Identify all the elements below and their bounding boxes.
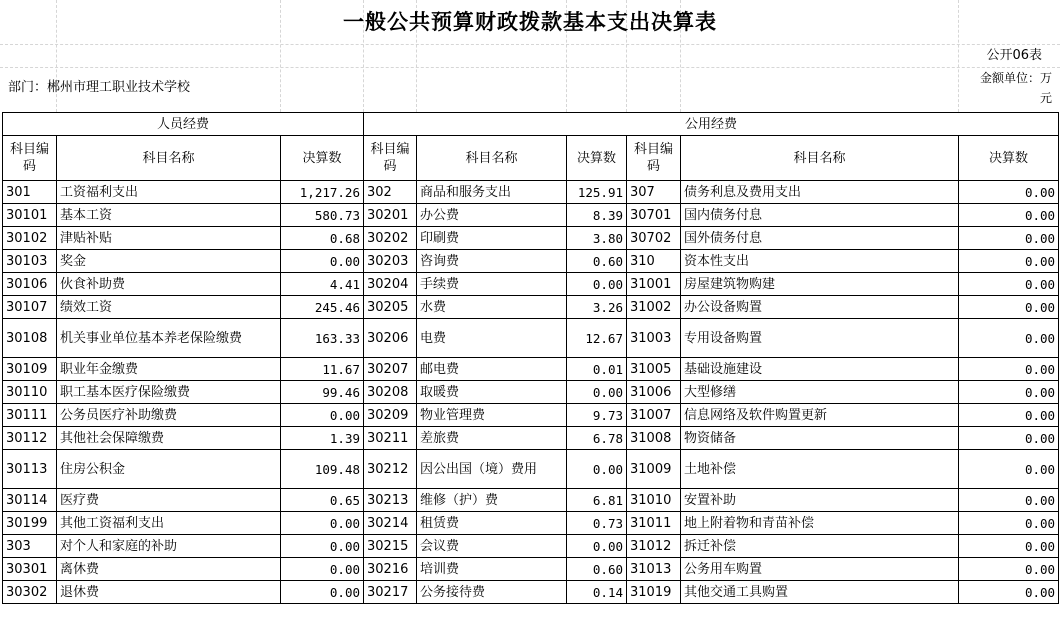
table-row <box>3 204 1059 227</box>
name-cell: 信息网络及软件购置更新 <box>681 404 959 427</box>
table-row <box>3 181 1059 204</box>
amount-cell: 0.00 <box>959 319 1059 358</box>
form-number: 公开06表 <box>986 48 1042 63</box>
code-cell: 30106 <box>3 273 57 296</box>
code-cell: 31009 <box>627 450 681 489</box>
amount-cell: 0.00 <box>959 427 1059 450</box>
code-cell: 30101 <box>3 204 57 227</box>
code-cell: 310 <box>627 250 681 273</box>
code-cell: 31007 <box>627 404 681 427</box>
code-cell: 31008 <box>627 427 681 450</box>
table-row <box>3 227 1059 250</box>
name-cell: 公务用车购置 <box>681 558 959 581</box>
amount-cell: 12.67 <box>567 319 627 358</box>
amount-cell: 3.26 <box>567 296 627 319</box>
amount-cell: 0.00 <box>959 558 1059 581</box>
table-row <box>3 489 1059 512</box>
table-row <box>3 558 1059 581</box>
table-row <box>3 404 1059 427</box>
amount-cell: 163.33 <box>281 319 364 358</box>
department-label: 部门：郴州市理工职业技术学校 <box>8 80 191 95</box>
name-cell: 伙食补助费 <box>57 273 281 296</box>
code-cell: 30214 <box>364 512 417 535</box>
code-cell: 30202 <box>364 227 417 250</box>
name-cell: 退休费 <box>57 581 281 604</box>
name-cell: 奖金 <box>57 250 281 273</box>
name-cell: 离休费 <box>57 558 281 581</box>
code-cell: 30204 <box>364 273 417 296</box>
amount-cell: 0.00 <box>567 381 627 404</box>
table-row <box>3 319 1059 358</box>
name-cell: 资本性支出 <box>681 250 959 273</box>
header-name: 科目名称 <box>57 136 281 181</box>
code-cell: 31001 <box>627 273 681 296</box>
code-cell: 31002 <box>627 296 681 319</box>
amount-cell: 9.73 <box>567 404 627 427</box>
amount-cell: 0.00 <box>959 381 1059 404</box>
header-personnel: 人员经费 <box>3 113 364 136</box>
amount-cell: 6.78 <box>567 427 627 450</box>
amount-cell: 0.00 <box>959 227 1059 250</box>
code-cell: 30111 <box>3 404 57 427</box>
name-cell: 职工基本医疗保险缴费 <box>57 381 281 404</box>
amount-cell: 0.00 <box>959 273 1059 296</box>
name-cell: 租赁费 <box>417 512 567 535</box>
code-cell: 30103 <box>3 250 57 273</box>
amount-cell: 0.00 <box>281 558 364 581</box>
name-cell: 咨询费 <box>417 250 567 273</box>
header-amount: 决算数 <box>281 136 364 181</box>
name-cell: 住房公积金 <box>57 450 281 489</box>
amount-cell: 0.00 <box>281 581 364 604</box>
amount-cell: 0.00 <box>959 581 1059 604</box>
name-cell: 其他交通工具购置 <box>681 581 959 604</box>
name-cell: 国内债务付息 <box>681 204 959 227</box>
code-cell: 30215 <box>364 535 417 558</box>
page-title: 一般公共预算财政拨款基本支出决算表 <box>343 10 717 34</box>
expenditure-table <box>2 112 1059 604</box>
name-cell: 差旅费 <box>417 427 567 450</box>
header-name: 科目名称 <box>681 136 959 181</box>
amount-cell: 3.80 <box>567 227 627 250</box>
amount-cell: 0.00 <box>959 181 1059 204</box>
amount-cell: 0.00 <box>959 358 1059 381</box>
table-row <box>3 535 1059 558</box>
name-cell: 印刷费 <box>417 227 567 250</box>
code-cell: 30205 <box>364 296 417 319</box>
code-cell: 30206 <box>364 319 417 358</box>
code-cell: 30102 <box>3 227 57 250</box>
amount-cell: 0.00 <box>281 512 364 535</box>
amount-unit: 金额单位：万元 <box>979 71 1052 105</box>
header-public: 公用经费 <box>364 113 1059 136</box>
code-cell: 30216 <box>364 558 417 581</box>
code-cell: 31006 <box>627 381 681 404</box>
code-cell: 30702 <box>627 227 681 250</box>
header-code: 科目编码 <box>364 136 417 181</box>
code-cell: 30301 <box>3 558 57 581</box>
name-cell: 拆迁补偿 <box>681 535 959 558</box>
amount-cell: 0.00 <box>959 450 1059 489</box>
table-row <box>3 581 1059 604</box>
name-cell: 基本工资 <box>57 204 281 227</box>
name-cell: 债务利息及费用支出 <box>681 181 959 204</box>
code-cell: 30203 <box>364 250 417 273</box>
code-cell: 303 <box>3 535 57 558</box>
code-cell: 31012 <box>627 535 681 558</box>
name-cell: 土地补偿 <box>681 450 959 489</box>
table-row <box>3 427 1059 450</box>
amount-cell: 0.00 <box>959 204 1059 227</box>
amount-cell: 0.00 <box>959 512 1059 535</box>
header-code: 科目编码 <box>627 136 681 181</box>
amount-cell: 580.73 <box>281 204 364 227</box>
name-cell: 邮电费 <box>417 358 567 381</box>
code-cell: 31003 <box>627 319 681 358</box>
code-cell: 30112 <box>3 427 57 450</box>
code-cell: 30113 <box>3 450 57 489</box>
amount-cell: 0.14 <box>567 581 627 604</box>
name-cell: 会议费 <box>417 535 567 558</box>
code-cell: 301 <box>3 181 57 204</box>
name-cell: 物业管理费 <box>417 404 567 427</box>
amount-cell: 0.01 <box>567 358 627 381</box>
code-cell: 30701 <box>627 204 681 227</box>
amount-cell: 0.00 <box>281 535 364 558</box>
name-cell: 津贴补贴 <box>57 227 281 250</box>
code-cell: 30109 <box>3 358 57 381</box>
name-cell: 水费 <box>417 296 567 319</box>
table-row <box>3 296 1059 319</box>
amount-cell: 125.91 <box>567 181 627 204</box>
code-cell: 30114 <box>3 489 57 512</box>
code-cell: 30110 <box>3 381 57 404</box>
code-cell: 307 <box>627 181 681 204</box>
code-cell: 30209 <box>364 404 417 427</box>
name-cell: 其他工资福利支出 <box>57 512 281 535</box>
name-cell: 机关事业单位基本养老保险缴费 <box>57 319 281 358</box>
amount-cell: 0.00 <box>959 296 1059 319</box>
code-cell: 31019 <box>627 581 681 604</box>
amount-cell: 245.46 <box>281 296 364 319</box>
code-cell: 30217 <box>364 581 417 604</box>
amount-cell: 0.00 <box>959 489 1059 512</box>
amount-cell: 11.67 <box>281 358 364 381</box>
code-cell: 30208 <box>364 381 417 404</box>
amount-cell: 1.39 <box>281 427 364 450</box>
code-cell: 30213 <box>364 489 417 512</box>
amount-cell: 99.46 <box>281 381 364 404</box>
amount-cell: 0.00 <box>567 273 627 296</box>
name-cell: 办公设备购置 <box>681 296 959 319</box>
name-cell: 其他社会保障缴费 <box>57 427 281 450</box>
name-cell: 培训费 <box>417 558 567 581</box>
code-cell: 31010 <box>627 489 681 512</box>
code-cell: 302 <box>364 181 417 204</box>
name-cell: 手续费 <box>417 273 567 296</box>
table-row <box>3 273 1059 296</box>
header-amount: 决算数 <box>959 136 1059 181</box>
amount-cell: 6.81 <box>567 489 627 512</box>
amount-cell: 0.68 <box>281 227 364 250</box>
name-cell: 职业年金缴费 <box>57 358 281 381</box>
name-cell: 工资福利支出 <box>57 181 281 204</box>
name-cell: 房屋建筑物购建 <box>681 273 959 296</box>
gridline <box>0 44 1060 45</box>
name-cell: 办公费 <box>417 204 567 227</box>
code-cell: 30211 <box>364 427 417 450</box>
amount-cell: 0.00 <box>281 250 364 273</box>
name-cell: 商品和服务支出 <box>417 181 567 204</box>
code-cell: 31013 <box>627 558 681 581</box>
name-cell: 公务员医疗补助缴费 <box>57 404 281 427</box>
name-cell: 医疗费 <box>57 489 281 512</box>
table-row <box>3 512 1059 535</box>
amount-cell: 0.73 <box>567 512 627 535</box>
name-cell: 取暖费 <box>417 381 567 404</box>
code-cell: 30207 <box>364 358 417 381</box>
amount-cell: 109.48 <box>281 450 364 489</box>
table-row <box>3 250 1059 273</box>
amount-cell: 0.60 <box>567 558 627 581</box>
code-cell: 30201 <box>364 204 417 227</box>
header-name: 科目名称 <box>417 136 567 181</box>
name-cell: 对个人和家庭的补助 <box>57 535 281 558</box>
amount-cell: 0.00 <box>959 404 1059 427</box>
table-row <box>3 381 1059 404</box>
name-cell: 专用设备购置 <box>681 319 959 358</box>
name-cell: 地上附着物和青苗补偿 <box>681 512 959 535</box>
name-cell: 国外债务付息 <box>681 227 959 250</box>
amount-cell: 0.00 <box>567 535 627 558</box>
amount-cell: 0.00 <box>959 250 1059 273</box>
code-cell: 30107 <box>3 296 57 319</box>
amount-cell: 0.65 <box>281 489 364 512</box>
name-cell: 安置补助 <box>681 489 959 512</box>
code-cell: 31005 <box>627 358 681 381</box>
name-cell: 因公出国（境）费用 <box>417 450 567 489</box>
header-code: 科目编码 <box>3 136 57 181</box>
name-cell: 公务接待费 <box>417 581 567 604</box>
code-cell: 30108 <box>3 319 57 358</box>
name-cell: 绩效工资 <box>57 296 281 319</box>
name-cell: 维修（护）费 <box>417 489 567 512</box>
gridline <box>0 67 1060 68</box>
amount-cell: 0.00 <box>281 404 364 427</box>
header-amount: 决算数 <box>567 136 627 181</box>
code-cell: 30199 <box>3 512 57 535</box>
name-cell: 大型修缮 <box>681 381 959 404</box>
amount-cell: 1,217.26 <box>281 181 364 204</box>
code-cell: 31011 <box>627 512 681 535</box>
table-row <box>3 358 1059 381</box>
amount-cell: 8.39 <box>567 204 627 227</box>
code-cell: 30212 <box>364 450 417 489</box>
table-row <box>3 450 1059 489</box>
name-cell: 电费 <box>417 319 567 358</box>
amount-cell: 0.00 <box>567 450 627 489</box>
amount-cell: 4.41 <box>281 273 364 296</box>
code-cell: 30302 <box>3 581 57 604</box>
amount-cell: 0.00 <box>959 535 1059 558</box>
name-cell: 物资储备 <box>681 427 959 450</box>
name-cell: 基础设施建设 <box>681 358 959 381</box>
amount-cell: 0.60 <box>567 250 627 273</box>
